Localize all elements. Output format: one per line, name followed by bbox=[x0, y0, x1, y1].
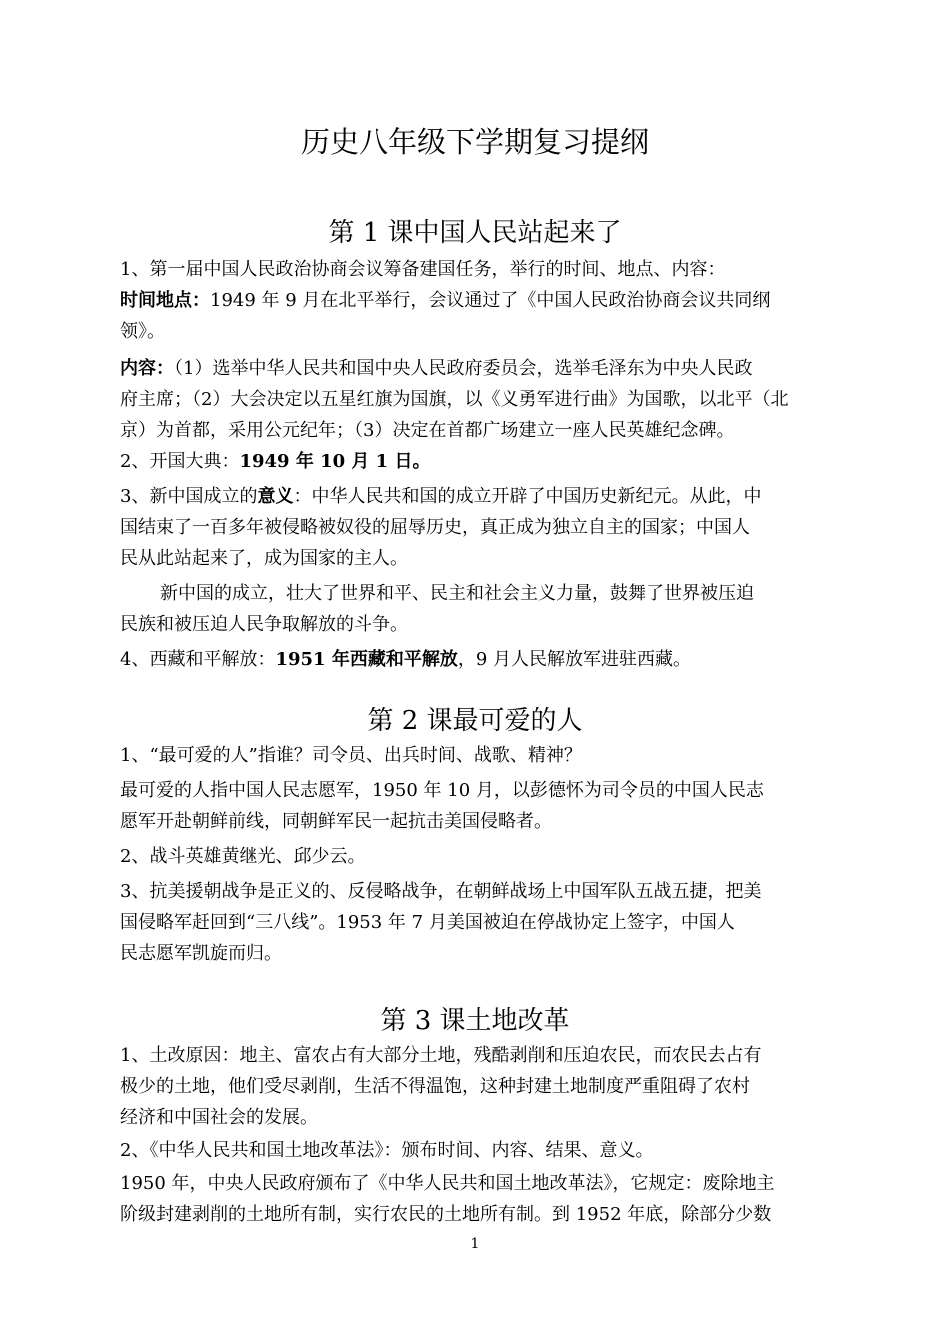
lesson-3-question-1-line-2: 极少的土地，他们受尽剥削，生活不得温饱，这种封建土地制度严重阻碍了农村 bbox=[120, 1076, 750, 1097]
lesson-3-answer-2: 1950 年，中央人民政府颁布了《中华人民共和国土地改革法》，它规定：废除地主 bbox=[120, 1173, 775, 1194]
lesson-1-content-line-3: 京）为首都，采用公元纪年；（3）决定在首都广场建立一座人民英雄纪念碑。 bbox=[120, 420, 735, 441]
lesson-1-content-line-2: 府主席；（2）大会决定以五星红旗为国旗，以《义勇军进行曲》为国歌，以北平（北 bbox=[120, 389, 789, 410]
lesson-2-question-1: 1、“最可爱的人”指谁？司令员、出兵时间、战歌、精神？ bbox=[120, 745, 582, 766]
lesson-1-heading: 第 1 课中国人民站起来了 bbox=[328, 218, 622, 248]
lesson-3-body bbox=[120, 1040, 845, 1230]
lesson-1-paragraph: 新中国的成立，壮大了世界和平、民主和社会主义力量，鼓舞了世界被压迫 bbox=[160, 583, 754, 604]
lesson-1-question-1: 1、第一届中国人民政治协商会议筹备建国任务，举行的时间、地点、内容： bbox=[120, 259, 726, 280]
lesson-1-time-place-cont: 领》。 bbox=[120, 321, 165, 342]
lesson-1-question-4: 4、西藏和平解放：1951 年西藏和平解放，9 月人民解放军进驻西藏。 bbox=[120, 649, 692, 670]
lesson-2-question-2: 2、战斗英雄黄继光、邱少云。 bbox=[120, 846, 366, 867]
lesson-2-question-3-line-3: 民志愿军凯旋而归。 bbox=[120, 943, 282, 964]
lesson-2-answer-1: 最可爱的人指中国人民志愿军，1950 年 10 月，以彭德怀为司令员的中国人民志 bbox=[120, 780, 764, 801]
lesson-1-question-3-line-3: 民从此站起来了，成为国家的主人。 bbox=[120, 548, 408, 569]
document-title: 历史八年级下学期复习提纲 bbox=[300, 125, 649, 159]
lesson-2-answer-1-line-2: 愿军开赴朝鲜前线，同朝鲜军民一起抗击美国侵略者。 bbox=[120, 811, 552, 832]
lesson-3-question-2: 2、《中华人民共和国土地改革法》：颁布时间、内容、结果、意义。 bbox=[120, 1140, 654, 1161]
lesson-2-question-3-line-2: 国侵略军赶回到“三八线”。1953 年 7 月美国被迫在停战协定上签字，中国人 bbox=[120, 912, 735, 933]
lesson-3-question-1-line-3: 经济和中国社会的发展。 bbox=[120, 1107, 318, 1128]
lesson-3-question-1: 1、土改原因：地主、富农占有大部分土地，残酷剥削和压迫农民，而农民去占有 bbox=[120, 1045, 762, 1066]
lesson-1-time-place: 时间地点：1949 年 9 月在北平举行，会议通过了《中国人民政治协商会议共同纲 bbox=[120, 290, 771, 311]
lesson-3-heading: 第 3 课土地改革 bbox=[380, 1006, 570, 1036]
lesson-2-question-3: 3、抗美援朝战争是正义的、反侵略战争，在朝鲜战场上中国军队五战五捷，把美 bbox=[120, 881, 762, 902]
lesson-1-question-3: 3、新中国成立的意义：中华人民共和国的成立开辟了中国历史新纪元。从此，中 bbox=[120, 486, 762, 507]
lesson-1-body bbox=[120, 254, 845, 675]
lesson-1-question-3-line-2: 国结束了一百多年被侵略被奴役的屈辱历史，真正成为独立自主的国家；中国人 bbox=[120, 517, 750, 538]
lesson-3-answer-2-line-2: 阶级封建剥削的土地所有制，实行农民的土地所有制。到 1952 年底，除部分少数 bbox=[120, 1204, 772, 1225]
lesson-2-body bbox=[120, 740, 845, 969]
page-number: 1 bbox=[470, 1236, 480, 1252]
lesson-2-heading: 第 2 课最可爱的人 bbox=[367, 706, 583, 736]
lesson-1-paragraph-line-2: 民族和被压迫人民争取解放的斗争。 bbox=[120, 614, 408, 635]
lesson-1-content: 内容：（1）选举中华人民共和国中央人民政府委员会，选举毛泽东为中央人民政 bbox=[120, 358, 753, 379]
lesson-1-question-2: 2、开国大典：1949 年 10 月 1 日。 bbox=[120, 451, 431, 472]
